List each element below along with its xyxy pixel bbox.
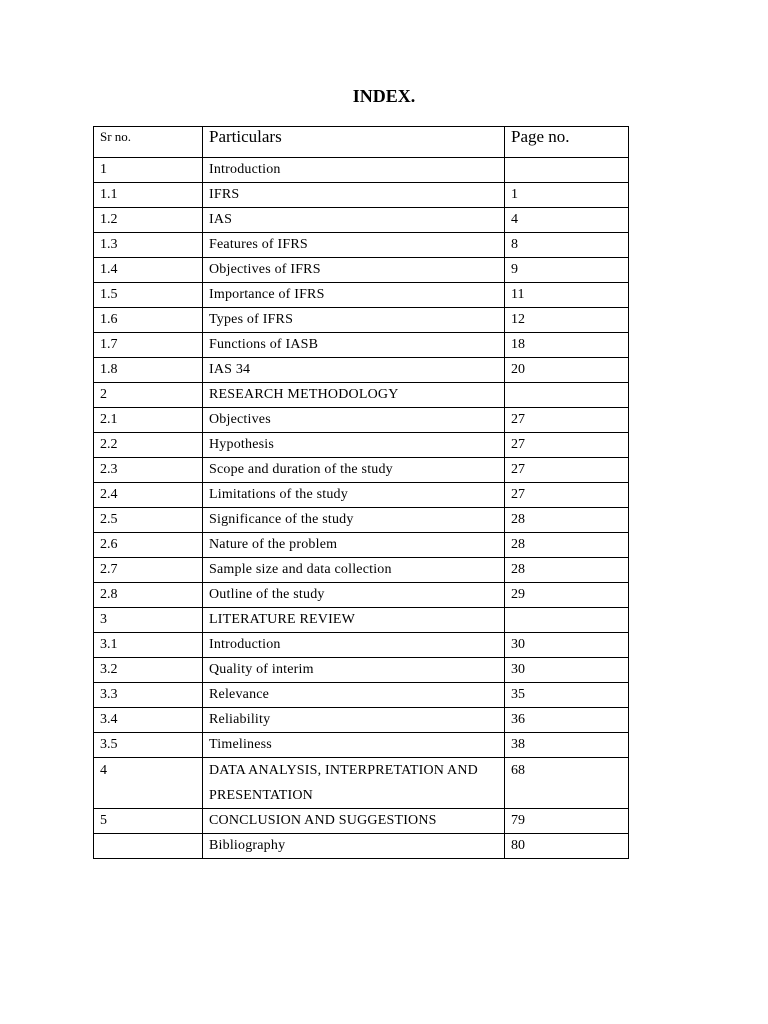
row-particular: Objectives: [203, 408, 505, 433]
row-page-no: 35: [505, 683, 629, 708]
row-particular: Introduction: [203, 158, 505, 183]
row-sr-no: 2.6: [94, 533, 203, 558]
row-particular: RESEARCH METHODOLOGY: [203, 383, 505, 408]
row-sr-no: 1.3: [94, 233, 203, 258]
row-page-no: 11: [505, 283, 629, 308]
row-particular: Quality of interim: [203, 658, 505, 683]
header-sr-no: Sr no.: [94, 127, 203, 158]
table-row: [94, 658, 629, 683]
table-row: [94, 283, 629, 308]
row-page-no: 27: [505, 433, 629, 458]
row-particular: Functions of IASB: [203, 333, 505, 358]
table-row: [94, 683, 629, 708]
table-row: [94, 483, 629, 508]
row-particular: Sample size and data collection: [203, 558, 505, 583]
row-sr-no: 2.7: [94, 558, 203, 583]
row-particular: IAS: [203, 208, 505, 233]
row-sr-no: 1.8: [94, 358, 203, 383]
row-sr-no: 4: [94, 758, 203, 809]
row-page-no: 8: [505, 233, 629, 258]
table-row: [94, 633, 629, 658]
row-page-no: [505, 608, 629, 633]
row-particular: Nature of the problem: [203, 533, 505, 558]
row-page-no: 27: [505, 458, 629, 483]
row-sr-no: 3.2: [94, 658, 203, 683]
table-row: [94, 433, 629, 458]
row-sr-no: 1.4: [94, 258, 203, 283]
row-particular: Bibliography: [203, 834, 505, 859]
row-sr-no: 2.3: [94, 458, 203, 483]
header-page-no: Page no.: [505, 127, 629, 158]
row-sr-no: 3: [94, 608, 203, 633]
row-page-no: 30: [505, 633, 629, 658]
row-particular: IFRS: [203, 183, 505, 208]
row-page-no: 29: [505, 583, 629, 608]
row-particular: Introduction: [203, 633, 505, 658]
row-particular: Significance of the study: [203, 508, 505, 533]
row-page-no: 28: [505, 508, 629, 533]
row-sr-no: 2.8: [94, 583, 203, 608]
table-header-row: [94, 127, 629, 158]
row-sr-no: 2.1: [94, 408, 203, 433]
row-sr-no: 2.5: [94, 508, 203, 533]
table-row: [94, 758, 629, 809]
table-row: [94, 608, 629, 633]
row-page-no: 79: [505, 809, 629, 834]
row-page-no: 36: [505, 708, 629, 733]
row-page-no: [505, 383, 629, 408]
row-page-no: 20: [505, 358, 629, 383]
table-row: [94, 208, 629, 233]
row-particular: Types of IFRS: [203, 308, 505, 333]
row-sr-no: 3.4: [94, 708, 203, 733]
table-row: [94, 308, 629, 333]
page-title: INDEX.: [352, 86, 416, 106]
table-row: [94, 558, 629, 583]
row-particular: Importance of IFRS: [203, 283, 505, 308]
row-particular: Outline of the study: [203, 583, 505, 608]
row-particular: Reliability: [203, 708, 505, 733]
row-page-no: 9: [505, 258, 629, 283]
table-row: [94, 733, 629, 758]
table-row: [94, 358, 629, 383]
row-page-no: 27: [505, 483, 629, 508]
table-row: [94, 233, 629, 258]
row-page-no: 12: [505, 308, 629, 333]
table-row: [94, 583, 629, 608]
table-row: [94, 408, 629, 433]
row-particular: Features of IFRS: [203, 233, 505, 258]
table-row: [94, 183, 629, 208]
row-page-no: 30: [505, 658, 629, 683]
row-particular: DATA ANALYSIS, INTERPRETATION AND PRESENTATION: [203, 758, 505, 809]
row-sr-no: 1.2: [94, 208, 203, 233]
row-sr-no: 1: [94, 158, 203, 183]
row-particular: Objectives of IFRS: [203, 258, 505, 283]
row-particular: LITERATURE REVIEW: [203, 608, 505, 633]
row-page-no: 28: [505, 533, 629, 558]
row-page-no: 68: [505, 758, 629, 809]
row-particular: Scope and duration of the study: [203, 458, 505, 483]
index-table-body: [94, 158, 629, 859]
row-sr-no: 3.5: [94, 733, 203, 758]
row-page-no: 38: [505, 733, 629, 758]
row-page-no: 18: [505, 333, 629, 358]
row-page-no: 4: [505, 208, 629, 233]
table-row: [94, 809, 629, 834]
row-particular: IAS 34: [203, 358, 505, 383]
row-sr-no: 1.1: [94, 183, 203, 208]
row-sr-no: 2.4: [94, 483, 203, 508]
row-sr-no: 3.1: [94, 633, 203, 658]
row-particular: Limitations of the study: [203, 483, 505, 508]
table-row: [94, 458, 629, 483]
table-row: [94, 258, 629, 283]
row-sr-no: 5: [94, 809, 203, 834]
table-row: [94, 533, 629, 558]
row-sr-no: 2.2: [94, 433, 203, 458]
row-particular: Timeliness: [203, 733, 505, 758]
row-particular: Relevance: [203, 683, 505, 708]
header-particulars: Particulars: [203, 127, 505, 158]
row-page-no: 27: [505, 408, 629, 433]
row-page-no: [505, 158, 629, 183]
row-page-no: 28: [505, 558, 629, 583]
table-row: [94, 158, 629, 183]
row-sr-no: 3.3: [94, 683, 203, 708]
table-row: [94, 383, 629, 408]
row-particular: Hypothesis: [203, 433, 505, 458]
row-sr-no: 1.7: [94, 333, 203, 358]
row-particular: CONCLUSION AND SUGGESTIONS: [203, 809, 505, 834]
table-row: [94, 708, 629, 733]
table-row: [94, 834, 629, 859]
table-row: [94, 333, 629, 358]
row-sr-no: [94, 834, 203, 859]
row-page-no: 80: [505, 834, 629, 859]
row-page-no: 1: [505, 183, 629, 208]
table-row: [94, 508, 629, 533]
row-sr-no: 1.5: [94, 283, 203, 308]
row-sr-no: 2: [94, 383, 203, 408]
index-table: [93, 126, 629, 859]
row-sr-no: 1.6: [94, 308, 203, 333]
